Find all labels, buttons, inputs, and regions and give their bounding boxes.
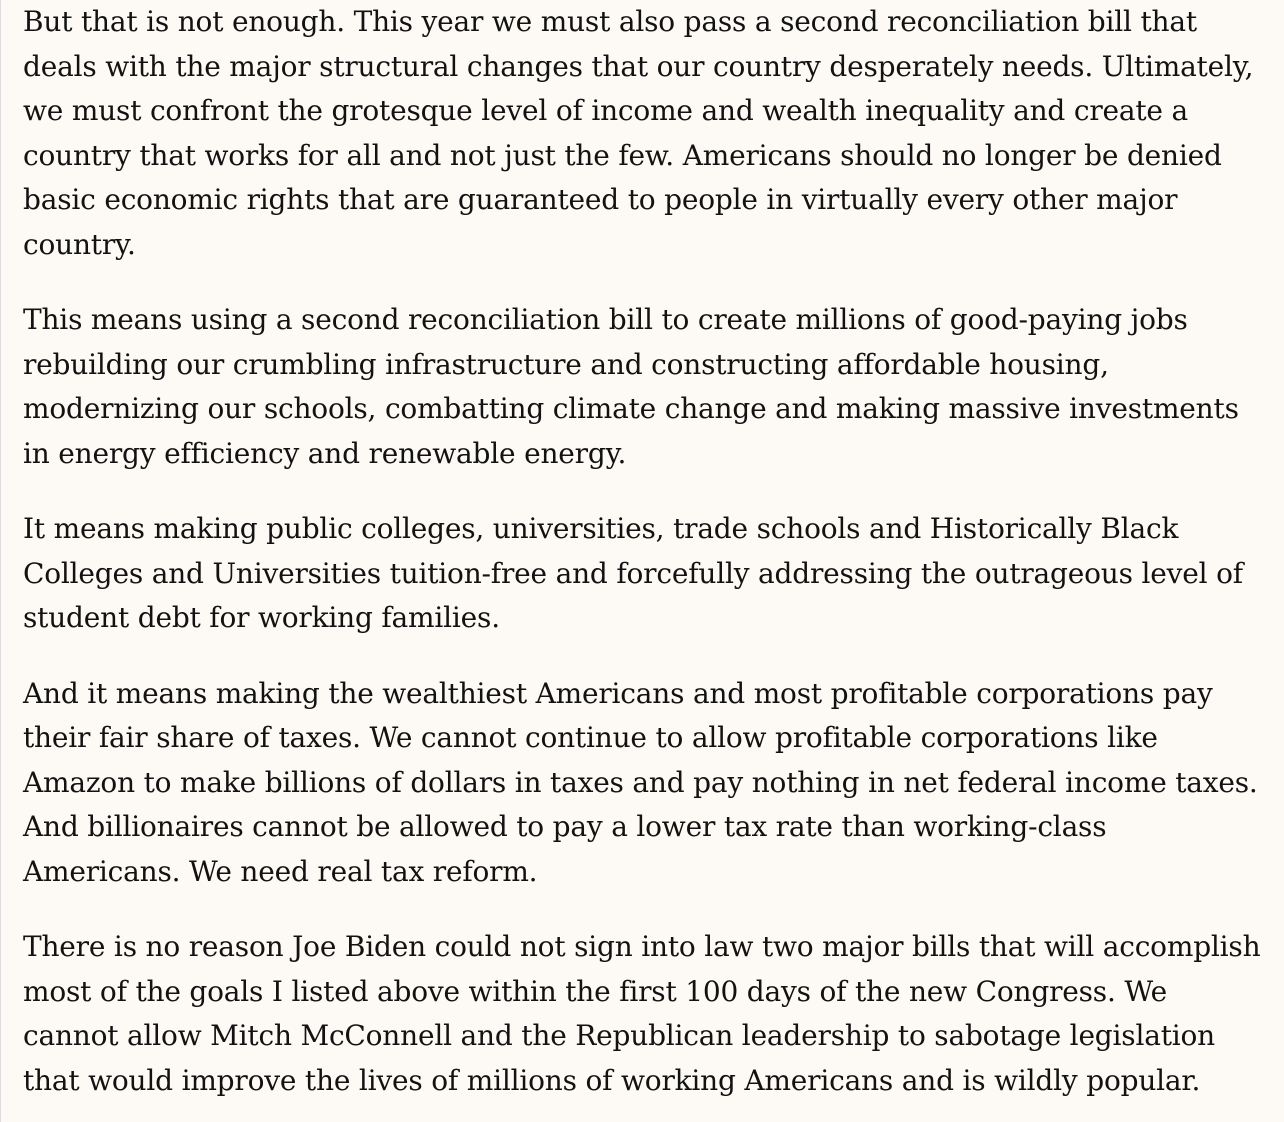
article-paragraph: There is no reason Joe Biden could not sign into law two major bills that will accomplish most of the goals I listed above within the first 100 days of the new Congress. We cannot allow Mitch McConnell and the Republican leadership to sabotage legislation that would improve the lives of millions of working Americans and is wildly popular. xyxy=(23,930,1261,1097)
article-paragraph: But that is not enough. This year we must also pass a second reconciliation bill that deals with the major structural changes that our country desperately needs. Ultimately, we must confront the grotesque level of income and wealth inequality and create a country that works for all and not just the few. Americans should no longer be denied basic economic rights that are guaranteed to people in virtually every other major country. xyxy=(23,5,1254,261)
article-paragraph: This means using a second reconciliation bill to create millions of good-paying jobs rebuilding our crumbling infrastructure and constructing affordable housing, modernizing our schools, combatting climate change and making massive investments in energy efficiency and renewable energy. xyxy=(23,303,1239,470)
article-paragraph: It means making public colleges, universities, trade schools and Historically Black Colleges and Universities tuition-free and forcefully addressing the outrageous level of student debt for working families. xyxy=(23,512,1243,634)
article-paragraph: And it means making the wealthiest Americans and most profitable corporations pay their fair share of taxes. We cannot continue to allow profitable corporations like Amazon to make billions of dollars in taxes and pay nothing in net federal income taxes. And billionaires cannot be allowed to pay a lower tax rate than working-class Americans. We need real tax reform. xyxy=(23,676,1258,888)
